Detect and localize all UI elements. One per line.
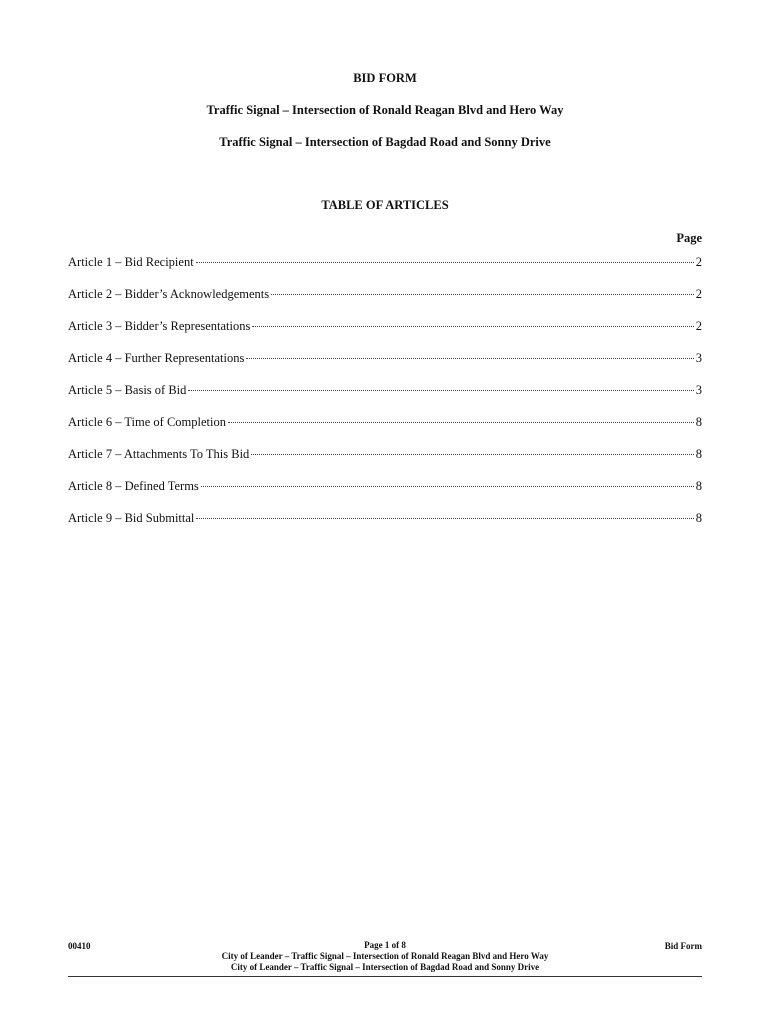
toc-entry-page: 8 bbox=[695, 479, 702, 493]
footer-center-block bbox=[68, 940, 702, 973]
toc-entry-page: 8 bbox=[695, 511, 702, 525]
footer-section-number: 00410 bbox=[68, 941, 91, 951]
toc-entry-label: Article 9 – Bid Submittal bbox=[68, 511, 195, 525]
toc-entry-label: Article 1 – Bid Recipient bbox=[68, 255, 194, 269]
toc-entry bbox=[68, 414, 702, 446]
footer-line: City of Leander – Traffic Signal – Intersection of Bagdad Road and Sonny Drive bbox=[230, 962, 540, 972]
dot-leader bbox=[188, 390, 693, 391]
toc-entry-label: Article 8 – Defined Terms bbox=[68, 479, 199, 493]
toc-entry-page: 8 bbox=[695, 415, 702, 429]
toc-entry bbox=[68, 254, 702, 286]
toc-entry-label: Article 2 – Bidder’s Acknowledgements bbox=[68, 287, 270, 301]
toc-entry bbox=[68, 510, 702, 542]
toc-entry bbox=[68, 382, 702, 414]
document-subtitle: Traffic Signal – Intersection of Bagdad Road and Sonny Drive bbox=[219, 135, 551, 149]
toc-entry bbox=[68, 350, 702, 382]
toc-entry-page: 3 bbox=[695, 383, 702, 397]
table-of-articles bbox=[68, 254, 702, 542]
footer-page-indicator: Page 1 of 8 bbox=[364, 940, 406, 950]
toc-entry-label: Article 4 – Further Representations bbox=[68, 351, 245, 365]
toc-entry bbox=[68, 318, 702, 350]
toc-entry-label: Article 6 – Time of Completion bbox=[68, 415, 226, 429]
toc-entry-page: 2 bbox=[695, 287, 702, 301]
toc-entry-label: Article 3 – Bidder’s Representations bbox=[68, 319, 251, 333]
dot-leader bbox=[196, 518, 693, 519]
dot-leader bbox=[201, 486, 694, 487]
toc-entry-page: 2 bbox=[695, 255, 702, 269]
footer-section-title: Bid Form bbox=[664, 941, 702, 951]
document-subtitle: Traffic Signal – Intersection of Ronald Reagan Blvd and Hero Way bbox=[206, 103, 564, 117]
dot-leader bbox=[196, 262, 694, 263]
toc-entry-page: 2 bbox=[695, 319, 702, 333]
toc-entry bbox=[68, 478, 702, 510]
footer-divider bbox=[68, 976, 702, 977]
toc-entry-label: Article 7 – Attachments To This Bid bbox=[68, 447, 250, 461]
footer-line: City of Leander – Traffic Signal – Intersection of Ronald Reagan Blvd and Hero Way bbox=[221, 951, 549, 961]
toc-entry bbox=[68, 446, 702, 478]
dot-leader bbox=[251, 454, 693, 455]
toc-entry bbox=[68, 286, 702, 318]
page-column-label: Page bbox=[676, 231, 702, 245]
document-title: BID FORM bbox=[353, 71, 417, 85]
dot-leader bbox=[252, 326, 693, 327]
toc-entry-page: 8 bbox=[695, 447, 702, 461]
dot-leader bbox=[246, 358, 693, 359]
toc-entry-label: Article 5 – Basis of Bid bbox=[68, 383, 187, 397]
toc-heading: TABLE OF ARTICLES bbox=[321, 198, 449, 212]
dot-leader bbox=[228, 422, 694, 423]
toc-entry-page: 3 bbox=[695, 351, 702, 365]
dot-leader bbox=[271, 294, 694, 295]
